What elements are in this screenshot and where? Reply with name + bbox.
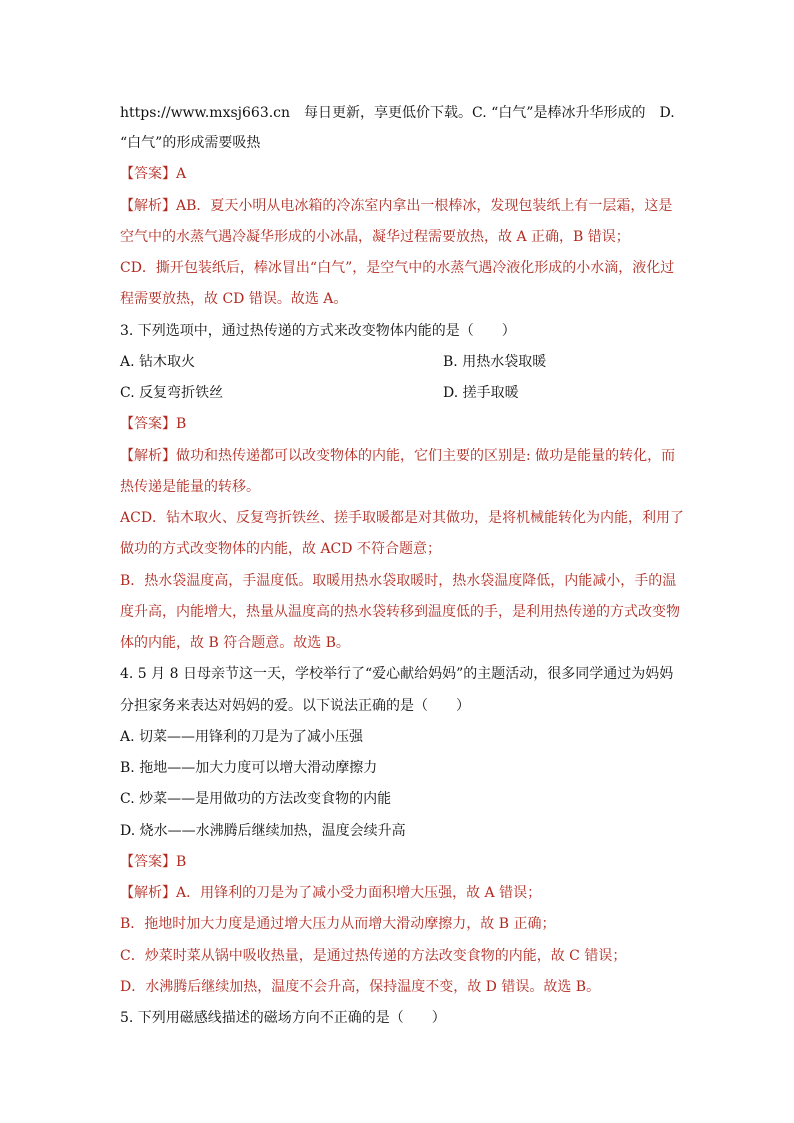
q4-stem-line: 分担家务来表达对妈妈的爱。以下说法正确的是（ ） <box>120 698 470 714</box>
q3-option-b: B. 用热水袋取暖 <box>443 354 547 370</box>
q3-analysis-line: 体的内能，故 B 符合题意。故选 B。 <box>120 635 350 651</box>
q3-answer: 【答案】B <box>120 416 187 432</box>
q3-analysis-line: 度升高，内能增大，热量从温度高的热水袋转移到温度低的手，是利用热传递的方式改变物 <box>120 604 680 620</box>
q4-option-b: B. 拖地——加大力度可以增大滑动摩擦力 <box>120 760 378 776</box>
q4-analysis-line: 【解析】A．用锋利的刀是为了减小受力面积增大压强，故 A 错误； <box>120 885 542 901</box>
q2-answer: 【答案】A <box>120 166 187 182</box>
q5-stem: 5. 下列用磁感线描述的磁场方向不正确的是（ ） <box>120 1010 446 1026</box>
q4-option-c: C. 炒菜——是用做功的方法改变食物的内能 <box>120 791 392 807</box>
source-url: https://www.mxsj663.cn <box>120 105 291 121</box>
q3-analysis-line: 做功的方式改变物体的内能，故 ACD 不符合题意； <box>120 541 441 557</box>
promo-text: 每日更新，享更低价下载。 <box>304 105 473 121</box>
q4-analysis-line: B．拖地时加大力度是通过增大压力从而增大滑动摩擦力，故 B 正确； <box>120 916 556 932</box>
q2-analysis-line: CD．撕开包装纸后，棒冰冒出“白气”，是空气中的水蒸气遇冷液化形成的小水滴，液化过 <box>120 260 675 276</box>
q4-answer: 【答案】B <box>120 854 187 870</box>
q4-analysis-line: C．炒菜时菜从锅中吸收热量，是通过热传递的方法改变食物的内能，故 C 错误； <box>120 948 627 964</box>
q3-stem: 3. 下列选项中，通过热传递的方式来改变物体内能的是（ ） <box>120 323 516 339</box>
q4-option-a: A. 切菜——用锋利的刀是为了减小压强 <box>120 729 364 745</box>
q3-option-d: D. 搓手取暖 <box>443 385 519 401</box>
q2-analysis-line: 【解析】AB．夏天小明从电冰箱的冷冻室内拿出一根棒冰，发现包装纸上有一层霜，这是 <box>120 198 673 214</box>
header-line <box>120 103 675 123</box>
q4-stem-line: 4. 5 月 8 日母亲节这一天，学校举行了“爱心献给妈妈”的主题活动，很多同学通过为妈妈 <box>120 666 674 682</box>
q3-analysis-line: 【解析】做功和热传递都可以改变物体的内能，它们主要的区别是: 做功是能量的转化，而 <box>120 448 676 464</box>
q3-analysis-line: 热传递是能量的转移。 <box>120 479 260 495</box>
q4-option-d: D. 烧水——水沸腾后继续加热，温度会续升高 <box>120 823 406 839</box>
q3-option-a: A. 钻木取火 <box>120 354 196 370</box>
q3-analysis-line: B．热水袋温度高，手温度低。取暖用热水袋取暖时，热水袋温度降低，内能减小，手的温 <box>120 573 677 589</box>
q3-option-c: C. 反复弯折铁丝 <box>120 385 224 401</box>
q3-analysis-line: ACD．钻木取火、反复弯折铁丝、搓手取暖都是对其做功，是将机械能转化为内能，利用了 <box>120 510 685 526</box>
q2-option-c: C. “白气”是棒冰升华形成的 <box>472 105 646 121</box>
q2-option-d-label: D. <box>659 105 675 121</box>
q2-analysis-line: 程需要放热，故 CD 错误。故选 A。 <box>120 291 348 307</box>
q2-option-d-text: “白气”的形成需要吸热 <box>120 135 261 151</box>
q2-analysis-line: 空气中的水蒸气遇冷凝华形成的小冰晶，凝华过程需要放热，故 A 正确，B 错误； <box>120 229 630 245</box>
q4-analysis-line: D．水沸腾后继续加热，温度不会升高，保持温度不变，故 D 错误。故选 B。 <box>120 979 601 995</box>
